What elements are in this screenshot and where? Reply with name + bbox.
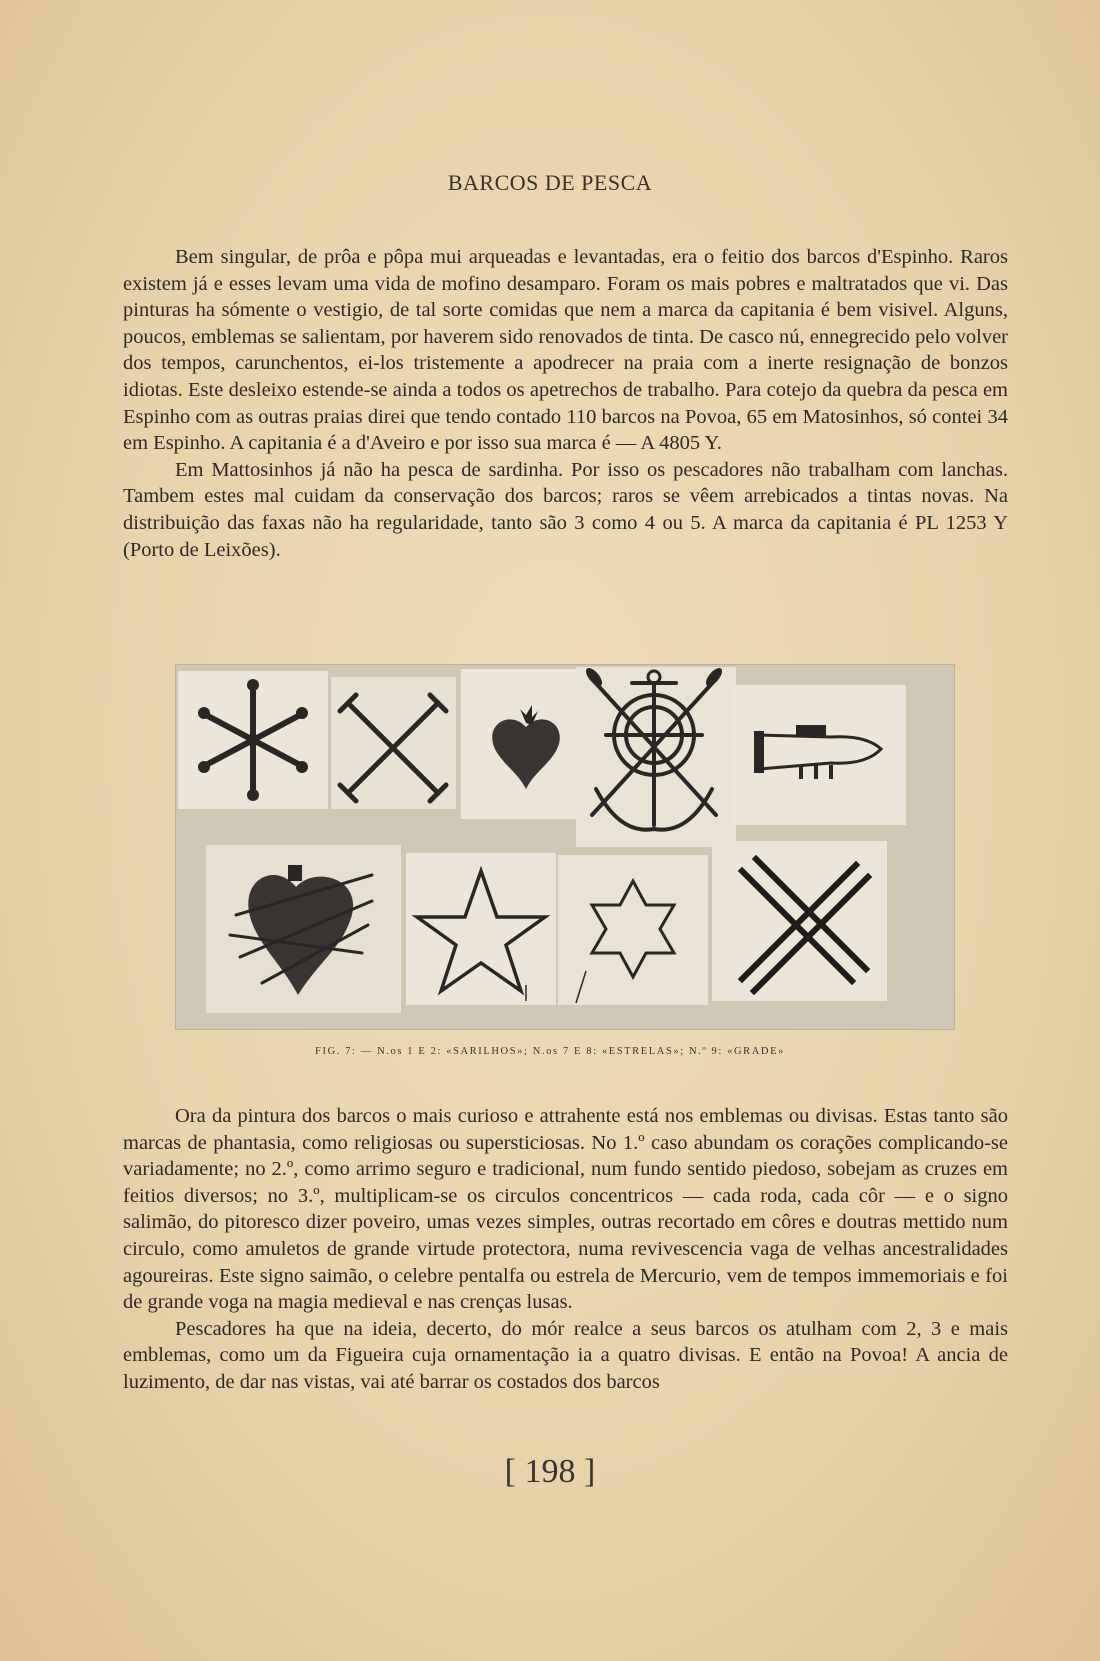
figure-emblems-plate [175,664,955,1030]
grade-lattice-icon [712,841,887,1001]
paragraph: Pescadores ha que na ideia, decerto, do mór realce a seus barcos os atulham com 2, 3 e mais emblemas, como um da Figueira cuja ornamentação ia a quatro divisas. E então na Povoa! A ancia de luzimento, de dar nas vistas, vai até barrar os costados dos barcos [123,1317,1008,1393]
anchor-helm-oars-icon [576,665,736,847]
pierced-heart-icon [206,845,401,1013]
paragraph: Em Mattosinhos já não ha pesca de sardinha. Por isso os pescadores não trabalham com lanchas. Tambem estes mal cuidam da conservação dos barcos; raros se vêem arrebicados a tintas novas. Na distribuição das faxas não ha regularidade, tanto são 3 como 4 ou 5. A marca da capitania é PL 1253 Y (Porto de Leixões). [123,458,1008,561]
flaming-heart-icon [461,669,593,819]
sarilho-star-cross-icon [178,671,328,809]
paragraph: Bem singular, de prôa e pôpa mui arqueadas e levantadas, era o feitio dos barcos d'Espinho. Raros existem já e esses levam uma vida de mofino desamparo. Foram os mais pobres e maltratados que vi. Das pinturas ha sómente o vestigio, de tal sorte comidas que nem a marca da capitania é bem visivel. Alguns, poucos, emblemas se salientam, por haverem sido renovados de tinta. De casco nú, ennegrecido pelo volver dos tempos, carunchentos, ei-los tristemente a apodrecer na praia com a inerte resignação de bonzos idiotas. Este desleixo estende-se ainda a todos os apetrechos de trabalho. Para cotejo da quebra da pesca em Espinho com as outras praias direi que tendo contado 110 barcos na Povoa, 65 em Matosinhos, só contei 34 em Espinho. A capitania é a d'Aveiro e por isso sua marca é — A 4805 Y. [123,246,1008,455]
text-block-top [123,244,1008,563]
figure-caption: FIG. 7: — N.os 1 E 2: «SARILHOS»; N.os 7 E 8: «ESTRELAS»; N.º 9: «GRADE» [315,1046,785,1057]
page-number: [ 198 ] [504,1453,596,1490]
running-head: BARCOS DE PESCA [447,170,653,195]
five-point-star-icon [406,853,556,1005]
six-point-star-icon [558,855,708,1005]
sarilho-x-cross-icon [331,677,456,809]
paragraph: Ora da pintura dos barcos o mais curioso e attrahente está nos emblemas ou divisas. Estas tanto são marcas de phantasia, como religiosas ou supersticiosas. No 1.º caso abundam os corações complicando-se variadamente; no 2.º, como arrimo seguro e tradicional, num fundo sentido piedoso, sobejam as cruzes em feitios diversos; no 3.º, multiplicam-se os circulos concentricos — cada roda, cada côr — e o signo salimão, do pitoresco dizer poveiro, umas vezes simples, outras recortado em côres e doutras mettido num circulo, como amuletos de grande virtude protectora, numa revivescencia vaga de velhas ancestralidades agoureiras. Este signo saimão, o celebre pentalfa ou estrela de Mercurio, vem de tempos immemoriais e foi de grande voga na magia medieval e nas crenças lusas. [123,1105,1008,1314]
text-block-bottom [123,1103,1008,1396]
horn-whistle-icon [731,685,906,825]
